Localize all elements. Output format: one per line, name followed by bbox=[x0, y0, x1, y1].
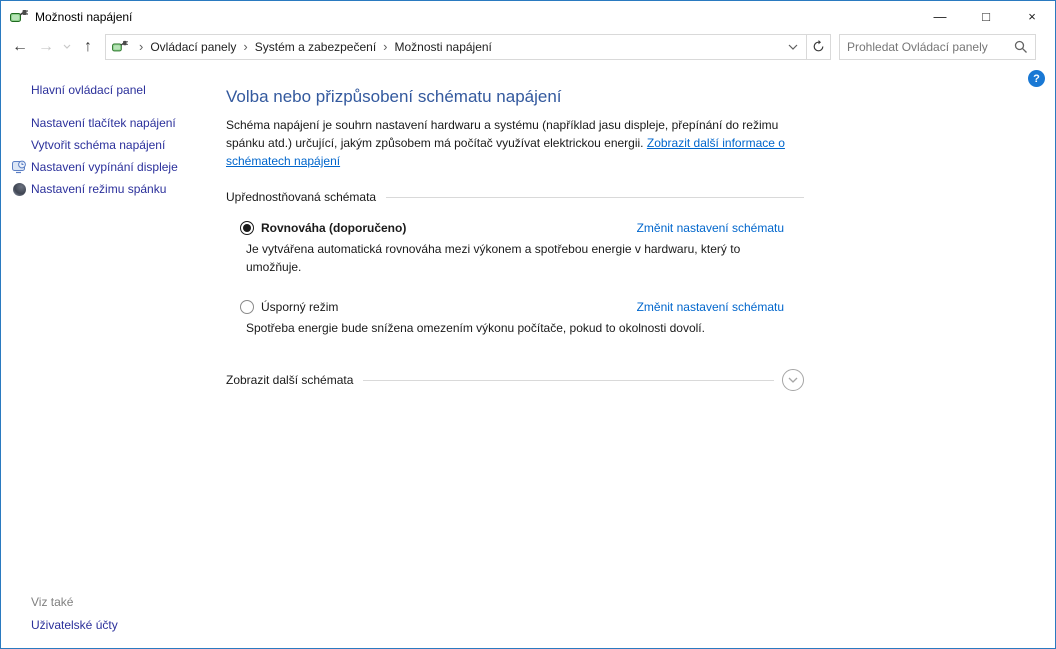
breadcrumb-separator-icon: › bbox=[243, 39, 248, 54]
section-header: Upřednostňovaná schémata bbox=[226, 190, 377, 204]
radio-power-saver[interactable] bbox=[240, 300, 254, 314]
section-divider bbox=[386, 197, 804, 198]
address-dropdown-chevron-icon[interactable] bbox=[780, 35, 806, 59]
help-icon[interactable]: ? bbox=[1028, 70, 1045, 87]
sidebar-item-user-accounts[interactable]: Uživatelské účty bbox=[31, 618, 118, 632]
search-box bbox=[839, 34, 1036, 60]
show-additional-plans-section bbox=[226, 369, 804, 391]
maximize-button[interactable]: □ bbox=[982, 9, 990, 24]
search-icon[interactable] bbox=[1014, 40, 1028, 54]
plan-description: Spotřeba energie bude snížena omezením výkonu počítače, pokud to okolnosti dovolí. bbox=[246, 321, 705, 335]
sidebar-see-also-section bbox=[1, 595, 226, 648]
window-body bbox=[1, 63, 1055, 648]
up-button[interactable]: ↑ bbox=[84, 37, 92, 55]
sidebar-item-power-buttons[interactable]: Nastavení tlačítek napájení bbox=[31, 116, 176, 130]
sidebar-item-sleep-settings[interactable]: Nastavení režimu spánku bbox=[1, 178, 226, 200]
power-plan-power-saver bbox=[226, 300, 804, 337]
breadcrumb-power-options[interactable]: Možnosti napájení bbox=[394, 39, 492, 54]
window-title: Možnosti napájení bbox=[35, 9, 133, 24]
back-button[interactable]: ← bbox=[12, 37, 28, 55]
breadcrumb-system-security[interactable]: Systém a zabezpečení bbox=[254, 39, 377, 54]
main-content bbox=[226, 63, 1055, 648]
breadcrumb-separator-icon: › bbox=[139, 39, 144, 54]
plan-description: Je vytvářena automatická rovnováha mezi výkonem a spotřebou energie v hardwaru, který to umožňuje. bbox=[246, 242, 741, 274]
breadcrumb-separator-icon: › bbox=[383, 39, 388, 54]
page-title: Volba nebo přizpůsobení schématu napájení bbox=[226, 87, 562, 106]
navigation-toolbar bbox=[1, 32, 1055, 63]
address-bar[interactable] bbox=[105, 34, 831, 60]
power-plan-balanced bbox=[226, 221, 804, 276]
titlebar bbox=[1, 1, 1055, 32]
plan-name[interactable]: Úsporný režim bbox=[261, 300, 339, 314]
sidebar-item-create-power-plan[interactable]: Vytvořit schéma napájení bbox=[31, 138, 166, 152]
breadcrumb-control-panel[interactable]: Ovládací panely bbox=[150, 39, 237, 54]
sidebar-item-display-off-settings[interactable]: Nastavení vypínání displeje bbox=[1, 156, 226, 178]
forward-button[interactable]: → bbox=[38, 37, 54, 55]
learn-more-link[interactable]: Zobrazit další informace o schématech napájení bbox=[226, 136, 785, 168]
refresh-icon[interactable] bbox=[806, 35, 830, 59]
sidebar-item-control-panel-home[interactable]: Hlavní ovládací panel bbox=[31, 83, 146, 97]
recent-pages-chevron-icon[interactable] bbox=[59, 34, 75, 60]
power-options-icon bbox=[10, 9, 28, 25]
show-more-divider bbox=[363, 380, 774, 381]
minimize-button[interactable]: — bbox=[933, 9, 947, 24]
see-also-header: Viz také bbox=[31, 595, 74, 609]
close-button[interactable]: × bbox=[1028, 9, 1036, 24]
moon-sphere-icon bbox=[7, 183, 31, 196]
preferred-plans-section bbox=[226, 190, 804, 204]
change-plan-settings-link[interactable]: Změnit nastavení schématu bbox=[636, 300, 784, 314]
intro-paragraph bbox=[226, 116, 804, 170]
change-plan-settings-link[interactable]: Změnit nastavení schématu bbox=[636, 221, 784, 235]
sidebar bbox=[1, 63, 226, 648]
window-controls bbox=[917, 1, 1055, 32]
radio-balanced[interactable] bbox=[240, 221, 254, 235]
plan-name[interactable]: Rovnováha (doporučeno) bbox=[261, 221, 407, 235]
power-options-icon bbox=[112, 40, 128, 54]
expand-chevron-down-icon[interactable] bbox=[782, 369, 804, 391]
show-additional-plans-label: Zobrazit další schémata bbox=[226, 373, 354, 387]
display-clock-icon bbox=[7, 160, 31, 174]
search-input[interactable] bbox=[847, 40, 1010, 54]
intro-text: Schéma napájení je souhrn nastavení hardwaru a systému (například jasu displeje, přepínání do režimu spánku atd.) určující, jakým způsobem má počítač využívat elektrickou energii. bbox=[226, 118, 779, 150]
